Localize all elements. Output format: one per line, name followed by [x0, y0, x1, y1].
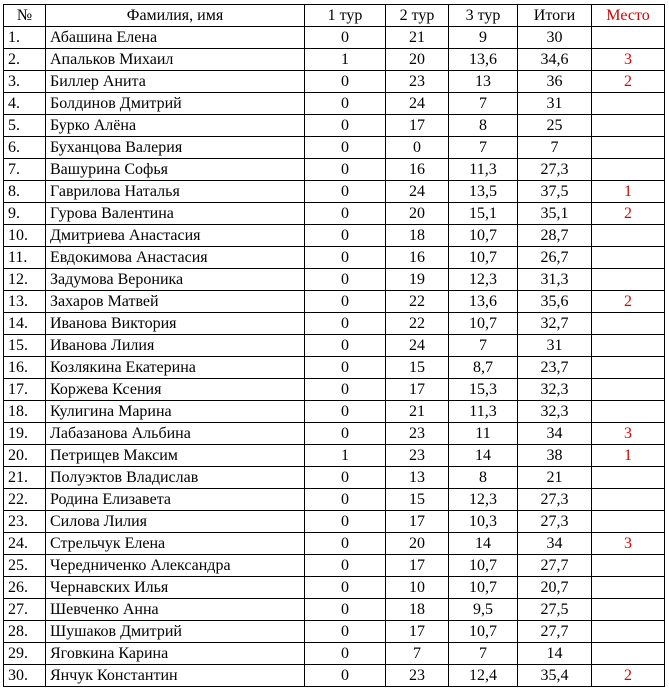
cell-name: Абашина Елена	[46, 27, 305, 49]
cell-tour2: 18	[386, 599, 449, 621]
cell-num: 28.	[4, 621, 46, 643]
cell-name: Силова Лилия	[46, 511, 305, 533]
cell-name: Болдинов Дмитрий	[46, 93, 305, 115]
cell-tour2: 0	[386, 137, 449, 159]
cell-place	[592, 27, 665, 49]
cell-place	[592, 379, 665, 401]
cell-tour1: 0	[305, 225, 386, 247]
cell-tour2: 23	[386, 445, 449, 467]
cell-num: 12.	[4, 269, 46, 291]
cell-total: 31	[518, 93, 592, 115]
cell-tour2: 24	[386, 93, 449, 115]
cell-num: 23.	[4, 511, 46, 533]
cell-tour1: 0	[305, 599, 386, 621]
header-tour3: 3 тур	[449, 5, 518, 27]
cell-name: Гаврилова Наталья	[46, 181, 305, 203]
cell-tour1: 0	[305, 379, 386, 401]
cell-tour2: 20	[386, 49, 449, 71]
cell-num: 25.	[4, 555, 46, 577]
table-row	[4, 181, 665, 203]
cell-tour3: 13,5	[449, 181, 518, 203]
cell-total: 34	[518, 533, 592, 555]
cell-name: Чередниченко Александра	[46, 555, 305, 577]
cell-tour2: 22	[386, 291, 449, 313]
table-row	[4, 291, 665, 313]
cell-tour3: 10,7	[449, 225, 518, 247]
cell-num: 27.	[4, 599, 46, 621]
cell-place: 2	[592, 203, 665, 225]
table-row	[4, 225, 665, 247]
cell-place	[592, 643, 665, 665]
cell-total: 36	[518, 71, 592, 93]
cell-place	[592, 335, 665, 357]
cell-name: Чернавских Илья	[46, 577, 305, 599]
table-row	[4, 621, 665, 643]
cell-tour1: 0	[305, 357, 386, 379]
table-row	[4, 269, 665, 291]
cell-name: Яговкина Карина	[46, 643, 305, 665]
cell-num: 20.	[4, 445, 46, 467]
cell-place	[592, 621, 665, 643]
cell-total: 20,7	[518, 577, 592, 599]
cell-tour3: 7	[449, 335, 518, 357]
cell-tour2: 15	[386, 357, 449, 379]
table-row	[4, 511, 665, 533]
cell-tour2: 20	[386, 203, 449, 225]
table-row	[4, 203, 665, 225]
cell-tour2: 7	[386, 643, 449, 665]
cell-tour1: 0	[305, 511, 386, 533]
cell-tour3: 13,6	[449, 291, 518, 313]
cell-total: 27,5	[518, 599, 592, 621]
cell-name: Биллер Анита	[46, 71, 305, 93]
table-row	[4, 137, 665, 159]
cell-tour1: 0	[305, 181, 386, 203]
cell-name: Дмитриева Анастасия	[46, 225, 305, 247]
cell-total: 32,3	[518, 379, 592, 401]
cell-tour3: 9,5	[449, 599, 518, 621]
cell-place	[592, 357, 665, 379]
cell-tour1: 0	[305, 335, 386, 357]
cell-total: 34,6	[518, 49, 592, 71]
table-row	[4, 423, 665, 445]
cell-name: Козлякина Екатерина	[46, 357, 305, 379]
header-tour2: 2 тур	[386, 5, 449, 27]
cell-total: 7	[518, 137, 592, 159]
cell-tour3: 7	[449, 93, 518, 115]
table-row	[4, 159, 665, 181]
cell-total: 35,1	[518, 203, 592, 225]
cell-num: 13.	[4, 291, 46, 313]
cell-tour3: 14	[449, 445, 518, 467]
cell-tour2: 17	[386, 621, 449, 643]
cell-name: Иванова Лилия	[46, 335, 305, 357]
cell-tour1: 0	[305, 489, 386, 511]
table-row	[4, 313, 665, 335]
cell-tour3: 7	[449, 137, 518, 159]
cell-name: Петрищев Максим	[46, 445, 305, 467]
cell-num: 16.	[4, 357, 46, 379]
cell-tour1: 0	[305, 93, 386, 115]
cell-tour3: 15,1	[449, 203, 518, 225]
table-row	[4, 445, 665, 467]
cell-tour1: 0	[305, 401, 386, 423]
cell-place	[592, 225, 665, 247]
cell-num: 18.	[4, 401, 46, 423]
cell-name: Родина Елизавета	[46, 489, 305, 511]
cell-num: 11.	[4, 247, 46, 269]
cell-total: 38	[518, 445, 592, 467]
cell-name: Янчук Константин	[46, 665, 305, 687]
cell-total: 14	[518, 643, 592, 665]
cell-tour3: 8	[449, 115, 518, 137]
cell-num: 7.	[4, 159, 46, 181]
cell-place	[592, 467, 665, 489]
cell-place	[592, 401, 665, 423]
cell-tour2: 19	[386, 269, 449, 291]
cell-tour2: 17	[386, 555, 449, 577]
cell-tour3: 15,3	[449, 379, 518, 401]
cell-num: 29.	[4, 643, 46, 665]
cell-place	[592, 555, 665, 577]
cell-place: 1	[592, 181, 665, 203]
table-row	[4, 665, 665, 687]
cell-place: 2	[592, 71, 665, 93]
cell-tour1: 0	[305, 555, 386, 577]
table-row	[4, 533, 665, 555]
header-tour1: 1 тур	[305, 5, 386, 27]
cell-num: 3.	[4, 71, 46, 93]
cell-tour3: 11,3	[449, 159, 518, 181]
cell-tour3: 11	[449, 423, 518, 445]
cell-num: 10.	[4, 225, 46, 247]
cell-tour1: 0	[305, 71, 386, 93]
cell-tour2: 21	[386, 401, 449, 423]
cell-total: 23,7	[518, 357, 592, 379]
cell-place	[592, 159, 665, 181]
cell-tour3: 10,3	[449, 511, 518, 533]
cell-tour3: 12,3	[449, 489, 518, 511]
table-row	[4, 599, 665, 621]
table-row	[4, 467, 665, 489]
cell-place	[592, 115, 665, 137]
cell-place	[592, 137, 665, 159]
cell-tour3: 8,7	[449, 357, 518, 379]
cell-name: Вашурина Софья	[46, 159, 305, 181]
cell-place: 3	[592, 533, 665, 555]
cell-total: 26,7	[518, 247, 592, 269]
cell-tour2: 17	[386, 379, 449, 401]
cell-tour3: 11,3	[449, 401, 518, 423]
cell-tour1: 1	[305, 445, 386, 467]
cell-total: 32,7	[518, 313, 592, 335]
cell-total: 35,6	[518, 291, 592, 313]
cell-num: 15.	[4, 335, 46, 357]
cell-tour2: 20	[386, 533, 449, 555]
cell-name: Гурова Валентина	[46, 203, 305, 225]
cell-name: Задумова Вероника	[46, 269, 305, 291]
cell-tour1: 0	[305, 467, 386, 489]
cell-num: 8.	[4, 181, 46, 203]
cell-tour1: 0	[305, 247, 386, 269]
cell-name: Евдокимова Анастасия	[46, 247, 305, 269]
cell-tour1: 1	[305, 49, 386, 71]
cell-place: 2	[592, 291, 665, 313]
cell-total: 27,7	[518, 555, 592, 577]
header-place: Место	[592, 5, 665, 27]
cell-num: 17.	[4, 379, 46, 401]
cell-place	[592, 599, 665, 621]
cell-tour2: 15	[386, 489, 449, 511]
cell-tour2: 17	[386, 511, 449, 533]
cell-total: 25	[518, 115, 592, 137]
cell-place	[592, 577, 665, 599]
cell-tour1: 0	[305, 665, 386, 687]
cell-tour2: 23	[386, 423, 449, 445]
table-row	[4, 401, 665, 423]
table-row	[4, 93, 665, 115]
cell-tour1: 0	[305, 137, 386, 159]
cell-tour3: 10,7	[449, 247, 518, 269]
cell-tour2: 22	[386, 313, 449, 335]
cell-num: 30.	[4, 665, 46, 687]
cell-tour1: 0	[305, 159, 386, 181]
cell-place	[592, 93, 665, 115]
cell-name: Буханцова Валерия	[46, 137, 305, 159]
table-row	[4, 489, 665, 511]
cell-name: Полуэктов Владислав	[46, 467, 305, 489]
cell-total: 31	[518, 335, 592, 357]
cell-tour3: 8	[449, 467, 518, 489]
cell-tour3: 12,3	[449, 269, 518, 291]
table-row	[4, 643, 665, 665]
table-row	[4, 335, 665, 357]
table-row	[4, 577, 665, 599]
cell-tour1: 0	[305, 533, 386, 555]
cell-tour2: 10	[386, 577, 449, 599]
cell-num: 5.	[4, 115, 46, 137]
cell-tour3: 9	[449, 27, 518, 49]
cell-tour2: 24	[386, 181, 449, 203]
cell-tour3: 10,7	[449, 555, 518, 577]
cell-total: 34	[518, 423, 592, 445]
cell-tour3: 10,7	[449, 577, 518, 599]
cell-tour2: 23	[386, 71, 449, 93]
cell-num: 9.	[4, 203, 46, 225]
cell-num: 4.	[4, 93, 46, 115]
cell-tour3: 13,6	[449, 49, 518, 71]
cell-place	[592, 511, 665, 533]
cell-tour1: 0	[305, 269, 386, 291]
cell-place	[592, 313, 665, 335]
cell-tour3: 10,7	[449, 313, 518, 335]
cell-total: 37,5	[518, 181, 592, 203]
cell-tour3: 13	[449, 71, 518, 93]
cell-tour3: 14	[449, 533, 518, 555]
cell-tour1: 0	[305, 115, 386, 137]
cell-tour1: 0	[305, 291, 386, 313]
cell-name: Кулигина Марина	[46, 401, 305, 423]
cell-tour1: 0	[305, 577, 386, 599]
header-row	[4, 5, 665, 27]
table-row	[4, 379, 665, 401]
cell-place: 2	[592, 665, 665, 687]
cell-tour3: 10,7	[449, 621, 518, 643]
cell-num: 19.	[4, 423, 46, 445]
cell-tour1: 0	[305, 643, 386, 665]
cell-tour2: 18	[386, 225, 449, 247]
cell-name: Шушаков Дмитрий	[46, 621, 305, 643]
cell-place: 3	[592, 49, 665, 71]
cell-name: Иванова Виктория	[46, 313, 305, 335]
cell-name: Апальков Михаил	[46, 49, 305, 71]
cell-tour1: 0	[305, 621, 386, 643]
cell-total: 35,4	[518, 665, 592, 687]
cell-total: 32,3	[518, 401, 592, 423]
cell-num: 24.	[4, 533, 46, 555]
cell-tour2: 24	[386, 335, 449, 357]
table-row	[4, 71, 665, 93]
cell-num: 26.	[4, 577, 46, 599]
cell-total: 27,7	[518, 621, 592, 643]
header-total: Итоги	[518, 5, 592, 27]
table-row	[4, 247, 665, 269]
cell-total: 28,7	[518, 225, 592, 247]
cell-num: 6.	[4, 137, 46, 159]
results-body	[4, 27, 665, 687]
table-row	[4, 49, 665, 71]
cell-num: 1.	[4, 27, 46, 49]
cell-total: 31,3	[518, 269, 592, 291]
header-num: №	[4, 5, 46, 27]
table-row	[4, 555, 665, 577]
cell-tour1: 0	[305, 203, 386, 225]
cell-place	[592, 247, 665, 269]
cell-tour2: 17	[386, 115, 449, 137]
cell-name: Лабазанова Альбина	[46, 423, 305, 445]
cell-tour2: 23	[386, 665, 449, 687]
cell-place: 3	[592, 423, 665, 445]
cell-place	[592, 489, 665, 511]
table-row	[4, 115, 665, 137]
cell-tour2: 16	[386, 159, 449, 181]
cell-tour2: 13	[386, 467, 449, 489]
table-row	[4, 27, 665, 49]
cell-total: 27,3	[518, 511, 592, 533]
cell-name: Шевченко Анна	[46, 599, 305, 621]
cell-name: Коржева Ксения	[46, 379, 305, 401]
cell-tour1: 0	[305, 27, 386, 49]
cell-tour1: 0	[305, 313, 386, 335]
cell-num: 22.	[4, 489, 46, 511]
table-row	[4, 357, 665, 379]
cell-total: 27,3	[518, 489, 592, 511]
header-name: Фамилия, имя	[46, 5, 305, 27]
cell-total: 30	[518, 27, 592, 49]
results-table	[3, 4, 665, 687]
cell-num: 21.	[4, 467, 46, 489]
cell-total: 27,3	[518, 159, 592, 181]
cell-name: Стрельчук Елена	[46, 533, 305, 555]
cell-tour1: 0	[305, 423, 386, 445]
cell-total: 21	[518, 467, 592, 489]
cell-tour3: 7	[449, 643, 518, 665]
cell-tour2: 21	[386, 27, 449, 49]
cell-tour3: 12,4	[449, 665, 518, 687]
cell-place: 1	[592, 445, 665, 467]
cell-num: 2.	[4, 49, 46, 71]
cell-tour2: 16	[386, 247, 449, 269]
cell-name: Бурко Алёна	[46, 115, 305, 137]
cell-num: 14.	[4, 313, 46, 335]
cell-place	[592, 269, 665, 291]
cell-name: Захаров Матвей	[46, 291, 305, 313]
